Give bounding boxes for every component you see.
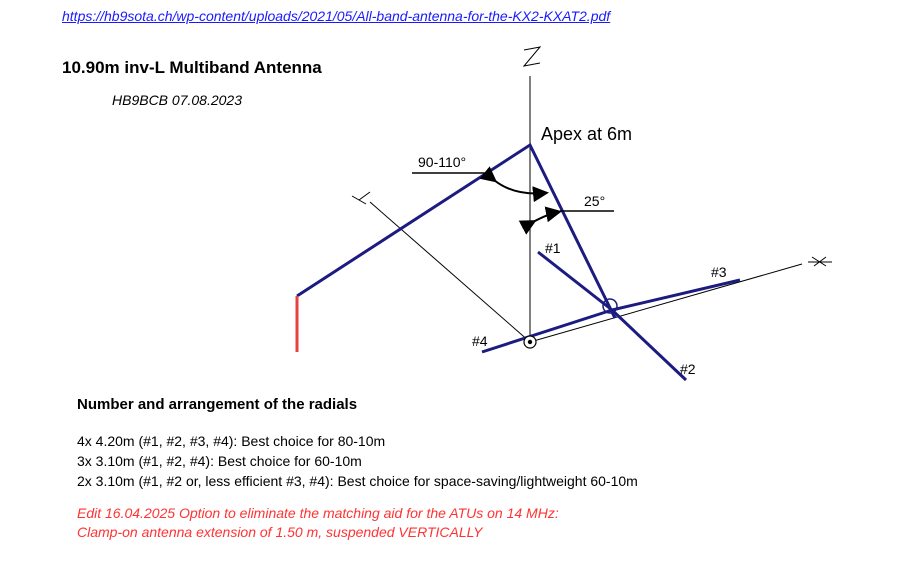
author-date: HB9BCB 07.08.2023 <box>112 92 242 108</box>
radial-1-line <box>538 252 612 310</box>
angle-radial-label: 25° <box>584 193 606 209</box>
page-title: 10.90m inv-L Multiband Antenna <box>62 58 322 77</box>
radial-2-label: #2 <box>680 361 696 377</box>
radials-heading: Number and arrangement of the radials <box>77 396 358 413</box>
angle-top-arc <box>494 180 545 193</box>
radial-option-2: 3x 3.10m (#1, #2, #4): Best choice for 60-10m <box>77 453 362 469</box>
angle-top-label: 90-110° <box>418 154 467 170</box>
z-axis-letter <box>524 47 540 66</box>
radial-3-line <box>612 280 740 310</box>
origin-icon <box>524 336 536 348</box>
radial-2-line <box>612 310 686 380</box>
source-link[interactable]: https://hb9sota.ch/wp-content/uploads/2021/05/All-band-antenna-for-the-KX2-KXAT2.pdf <box>62 8 611 24</box>
edit-note-line-1: Edit 16.04.2025 Option to eliminate the matching aid for the ATUs on 14 MHz: <box>77 505 559 521</box>
x-axis-letter <box>808 257 832 266</box>
radial-4-line <box>482 310 612 352</box>
radial-option-1: 4x 4.20m (#1, #2, #3, #4): Best choice for 80-10m <box>77 433 386 449</box>
radial-3-label: #3 <box>711 264 727 280</box>
antenna-wire <box>297 145 615 318</box>
radial-option-3: 2x 3.10m (#1, #2 or, less efficient #3, #4): Best choice for space-saving/lightweight 60-10m <box>77 473 638 489</box>
y-axis-letter <box>352 192 370 204</box>
radial-1-label: #1 <box>545 240 561 256</box>
edit-note-line-2: Clamp-on antenna extension of 1.50 m, suspended VERTICALLY <box>77 524 483 540</box>
apex-label: Apex at 6m <box>541 124 633 144</box>
x-axis-line <box>530 264 802 342</box>
y-axis-line <box>370 202 530 342</box>
angle-radial-arc <box>533 212 558 222</box>
radial-4-label: #4 <box>472 333 488 349</box>
